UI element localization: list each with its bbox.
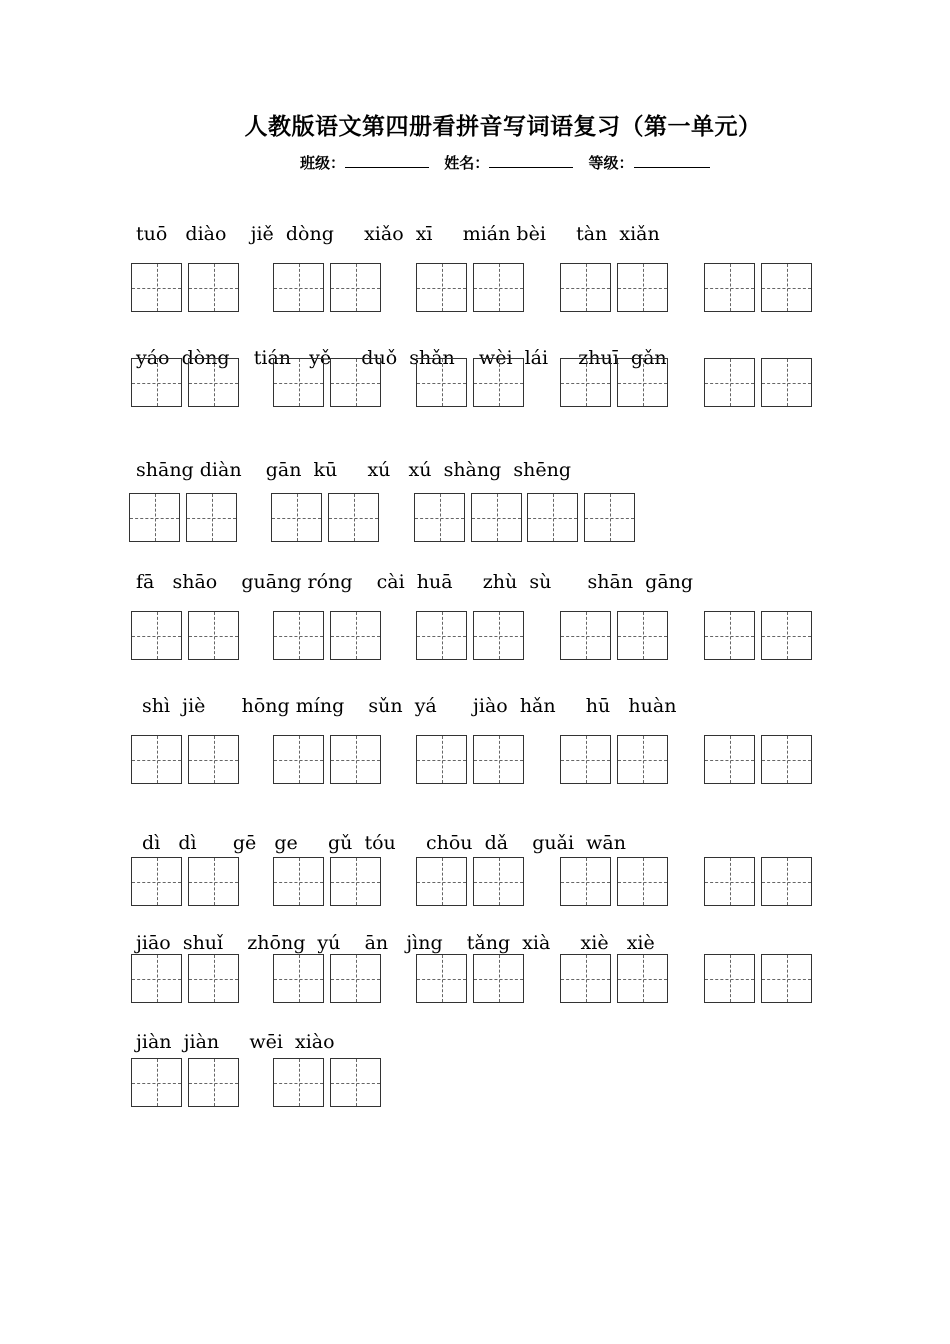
writing-cell-r7-8[interactable] [617, 954, 668, 1003]
writing-cell-r5-4[interactable] [330, 735, 381, 784]
pinyin-row-5: shì jiè hōng míng sǔn yá jiào hǎn hū huàn [136, 695, 677, 717]
pinyin-row-1: tuō diào jiě dòng xiǎo xī mián bèi tàn xiǎn [136, 223, 660, 245]
pinyin-row-3: shāng diàn gān kū xú xú shàng shēng [136, 459, 571, 481]
writing-cell-r2-6[interactable] [473, 358, 524, 407]
writing-cell-r1-8[interactable] [617, 263, 668, 312]
writing-cell-r1-5[interactable] [416, 263, 467, 312]
writing-cell-r5-8[interactable] [617, 735, 668, 784]
writing-cell-r1-1[interactable] [131, 263, 182, 312]
writing-cell-r3-4[interactable] [328, 493, 379, 542]
writing-cell-r3-5[interactable] [414, 493, 465, 542]
writing-cell-r4-4[interactable] [330, 611, 381, 660]
writing-cell-r4-1[interactable] [131, 611, 182, 660]
writing-cell-r3-6[interactable] [471, 493, 522, 542]
writing-cell-r6-1[interactable] [131, 857, 182, 906]
writing-cell-r3-2[interactable] [186, 493, 237, 542]
writing-cell-r5-7[interactable] [560, 735, 611, 784]
writing-cell-r7-6[interactable] [473, 954, 524, 1003]
writing-cell-r7-3[interactable] [273, 954, 324, 1003]
writing-cell-r4-9[interactable] [704, 611, 755, 660]
writing-cell-r3-1[interactable] [129, 493, 180, 542]
writing-cell-r2-7[interactable] [560, 358, 611, 407]
writing-cell-r5-2[interactable] [188, 735, 239, 784]
writing-cell-r1-6[interactable] [473, 263, 524, 312]
writing-cell-r8-4[interactable] [330, 1058, 381, 1107]
writing-cell-r6-6[interactable] [473, 857, 524, 906]
writing-cell-r7-2[interactable] [188, 954, 239, 1003]
writing-cell-r5-5[interactable] [416, 735, 467, 784]
writing-cell-r4-6[interactable] [473, 611, 524, 660]
writing-cell-r6-3[interactable] [273, 857, 324, 906]
class-label: 班级： [300, 154, 346, 172]
writing-cell-r7-10[interactable] [761, 954, 812, 1003]
writing-cell-r6-2[interactable] [188, 857, 239, 906]
writing-cell-r7-9[interactable] [704, 954, 755, 1003]
writing-cell-r4-5[interactable] [416, 611, 467, 660]
writing-cell-r6-10[interactable] [761, 857, 812, 906]
pinyin-row-7: jiāo shuǐ zhōng yú ān jìng tǎng xià xiè xiè [136, 932, 655, 954]
writing-cell-r7-1[interactable] [131, 954, 182, 1003]
writing-cell-r8-1[interactable] [131, 1058, 182, 1107]
writing-cell-r4-2[interactable] [188, 611, 239, 660]
writing-cell-r5-9[interactable] [704, 735, 755, 784]
writing-cell-r6-7[interactable] [560, 857, 611, 906]
writing-cell-r1-7[interactable] [560, 263, 611, 312]
writing-cell-r5-3[interactable] [273, 735, 324, 784]
writing-cell-r2-3[interactable] [273, 358, 324, 407]
writing-cell-r2-5[interactable] [416, 358, 467, 407]
name-label: 姓名： [444, 154, 490, 172]
writing-cell-r6-8[interactable] [617, 857, 668, 906]
writing-cell-r4-3[interactable] [273, 611, 324, 660]
writing-cell-r2-8[interactable] [617, 358, 668, 407]
grade-label: 等级： [588, 154, 634, 172]
writing-cell-r8-3[interactable] [273, 1058, 324, 1107]
writing-cell-r3-7[interactable] [527, 493, 578, 542]
writing-cell-r2-1[interactable] [131, 358, 182, 407]
writing-cell-r6-4[interactable] [330, 857, 381, 906]
writing-cell-r3-8[interactable] [584, 493, 635, 542]
writing-cell-r2-9[interactable] [704, 358, 755, 407]
writing-cell-r2-4[interactable] [330, 358, 381, 407]
writing-cell-r5-10[interactable] [761, 735, 812, 784]
writing-cell-r7-5[interactable] [416, 954, 467, 1003]
writing-cell-r1-2[interactable] [188, 263, 239, 312]
writing-cell-r6-5[interactable] [416, 857, 467, 906]
writing-cell-r1-10[interactable] [761, 263, 812, 312]
writing-cell-r7-4[interactable] [330, 954, 381, 1003]
writing-cell-r2-10[interactable] [761, 358, 812, 407]
pinyin-row-6: dì dì gē ge gǔ tóu chōu dǎ guǎi wān [136, 832, 626, 854]
writing-cell-r7-7[interactable] [560, 954, 611, 1003]
writing-cell-r1-9[interactable] [704, 263, 755, 312]
writing-cell-r5-6[interactable] [473, 735, 524, 784]
writing-cell-r6-9[interactable] [704, 857, 755, 906]
writing-cell-r4-7[interactable] [560, 611, 611, 660]
writing-cell-r8-2[interactable] [188, 1058, 239, 1107]
pinyin-row-4: fā shāo guāng róng cài huā zhù sù shān gāng [136, 571, 694, 593]
writing-cell-r2-2[interactable] [188, 358, 239, 407]
writing-cell-r3-3[interactable] [271, 493, 322, 542]
writing-cell-r4-8[interactable] [617, 611, 668, 660]
page-title: 人教版语文第四册看拼音写词语复习（第一单元） [244, 114, 762, 140]
writing-cell-r4-10[interactable] [761, 611, 812, 660]
writing-cell-r5-1[interactable] [131, 735, 182, 784]
writing-cell-r1-4[interactable] [330, 263, 381, 312]
writing-cell-r1-3[interactable] [273, 263, 324, 312]
pinyin-row-2: yáo dòng tián yě duǒ shǎn wèi lái zhuī gǎn [136, 347, 667, 369]
pinyin-row-8: jiàn jiàn wēi xiào [136, 1031, 335, 1053]
